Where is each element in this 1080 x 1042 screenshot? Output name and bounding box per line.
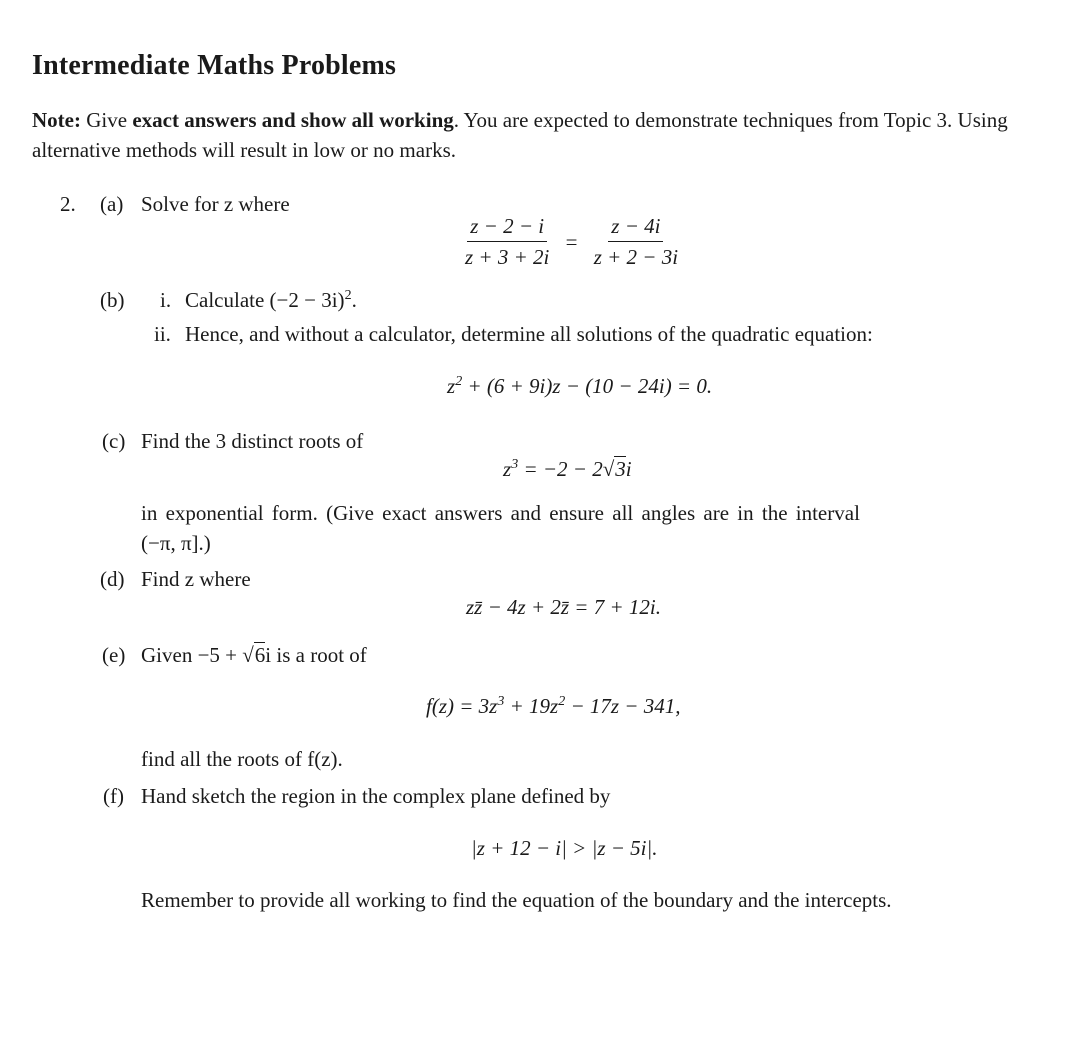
part-e-text-b: i is a root of <box>265 643 367 667</box>
part-a-label: (a) <box>100 192 124 216</box>
part-c-text-3: (−π, π].) <box>141 531 211 555</box>
part-b-i-expression: Calculate (−2 − 3i) <box>185 288 345 312</box>
part-e-eq-c: − 17z − 341, <box>565 694 681 718</box>
part-e-text-a: Given −5 + <box>141 643 243 667</box>
part-b-eq-var: z <box>447 374 456 398</box>
part-b-i-text <box>185 286 357 314</box>
rhs-fraction <box>591 214 681 269</box>
part-c-equation: $z^3 = -2 - 2√3i$ <box>503 457 632 481</box>
part-e-radicand: 6 <box>254 643 266 667</box>
part-e-eq-b: + 19z <box>504 694 559 718</box>
part-b-ii-text: Hence, and without a calculator, determine all solutions of the quadratic equation: <box>185 322 873 346</box>
part-d-equation: zz̄ − 4z + 2z̄ = 7 + 12i. <box>466 595 661 619</box>
part-e-equation <box>426 692 680 720</box>
part-c-eq-var: z <box>503 457 512 481</box>
part-a-text: Solve for z where <box>141 192 290 216</box>
part-f-text: Hand sketch the region in the complex plane defined by <box>141 784 611 808</box>
page-title: Intermediate Maths Problems <box>32 50 397 81</box>
part-b-label: (b) <box>100 288 125 312</box>
part-c-eq-rhs: = −2 − 2 <box>518 457 603 481</box>
part-b-eq-rest: + (6 + 9i)z − (10 − 24i) = 0. <box>462 374 713 398</box>
part-e-eq-exponent-2: 2 <box>558 694 566 709</box>
part-d-label: (d) <box>100 567 125 591</box>
question-number: 2. <box>60 192 76 216</box>
part-b-eq-exponent: 2 <box>455 374 463 389</box>
part-f-text-2: Remember to provide all working to find the equation of the boundary and the intercepts. <box>141 888 892 912</box>
note-text-2: . You are expected to demonstrate techniques from Topic 3. Using alternative methods will result in low or no marks. <box>32 108 1008 162</box>
part-c-label: (c) <box>102 429 126 453</box>
part-d-text: Find z where <box>141 567 251 591</box>
part-f-label: (f) <box>103 784 124 808</box>
lhs-denominator: z + 3 + 2i <box>465 245 550 269</box>
part-c-eq-radicand: 3 <box>615 457 626 481</box>
part-b-i-exponent: 2 <box>344 288 352 303</box>
part-b-i-label: i. <box>160 288 172 312</box>
lhs-fraction <box>462 214 552 269</box>
part-c-eq-exponent: 3 <box>511 457 519 472</box>
part-c-text-2: in exponential form. (Give exact answers and ensure all angles are in the interval <box>141 501 860 525</box>
part-c-eq-i: i <box>625 457 632 481</box>
note-label: Note: <box>32 108 81 132</box>
lhs-numerator: z − 2 − i <box>467 214 547 242</box>
part-e-label: (e) <box>102 643 126 667</box>
part-b-ii-label: ii. <box>154 322 171 346</box>
note-text-1: Give <box>80 108 133 132</box>
note-paragraph <box>32 105 1032 165</box>
equals-sign: = <box>565 229 578 254</box>
note-bold-text: exact answers and show all working <box>132 108 454 132</box>
part-e-eq-exponent-1: 3 <box>497 694 505 709</box>
part-e-text-2: find all the roots of f(z). <box>141 747 343 771</box>
rhs-numerator: z − 4i <box>608 214 663 242</box>
part-c-text: Find the 3 distinct roots of <box>141 429 364 453</box>
part-b-i-period: . <box>351 288 357 312</box>
part-a-equation <box>462 214 681 269</box>
part-f-equation: |z + 12 − i| > |z − 5i|. <box>471 836 658 860</box>
rhs-denominator: z + 2 − 3i <box>593 245 679 269</box>
part-b-equation <box>447 372 712 400</box>
part-e-eq-a: f(z) = 3z <box>426 694 498 718</box>
part-e-text: Given −5 + √6i is a root of <box>141 643 367 667</box>
